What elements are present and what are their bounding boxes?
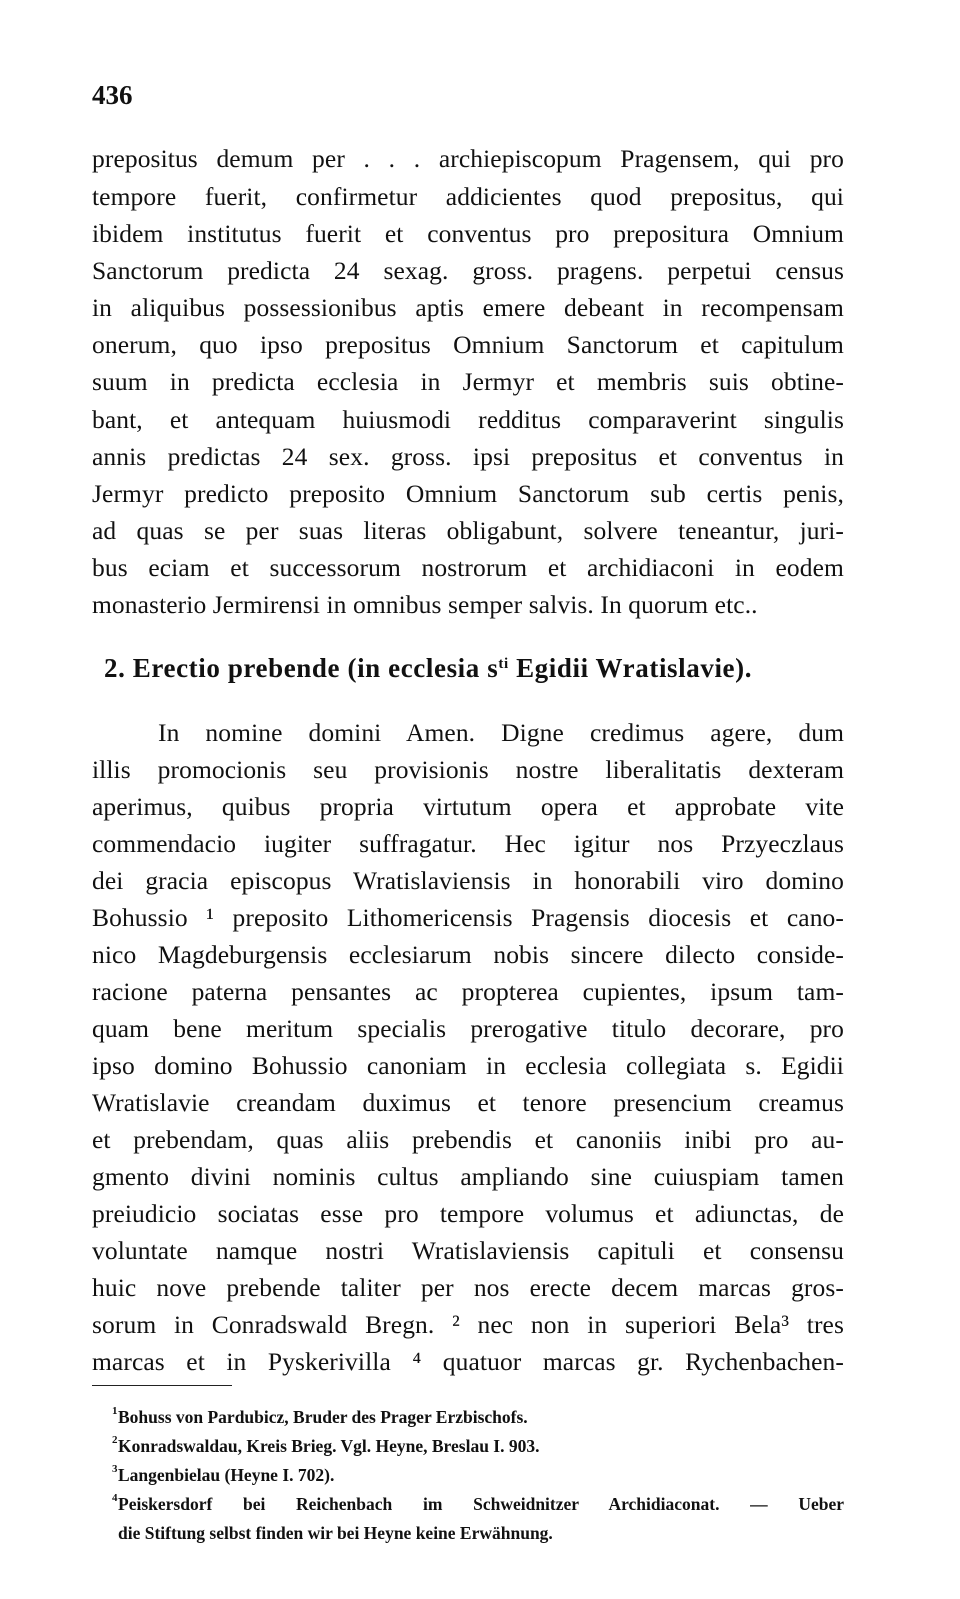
- footnote-number: 3: [112, 1463, 118, 1475]
- text-line: illis promocionis seu provisionis nostre liberalitatis dexteram: [92, 755, 844, 784]
- text-line: ipso domino Bohussio canoniam in ecclesia collegiata s. Egidii: [92, 1051, 844, 1080]
- text-line: in aliquibus possessionibus aptis emere debeant in recompensam: [92, 293, 844, 322]
- footnote-text: Langenbielau (Heyne I. 702).: [118, 1465, 335, 1485]
- footnote-text: Peiskersdorf bei Reichenbach im Schweidnitzer Archidiaconat. — Ueber: [118, 1494, 844, 1514]
- text-line: dei gracia episcopus Wratislaviensis in honorabili viro domino: [92, 866, 844, 895]
- footnote: [112, 1492, 844, 1515]
- text-line: et prebendam, quas aliis prebendis et canoniis inibi pro au-: [92, 1125, 844, 1154]
- text-line: monasterio Jermirensi in omnibus semper salvis. In quorum etc..: [92, 590, 758, 619]
- footnote-text: Bohuss von Pardubicz, Bruder des Prager Erzbischofs.: [118, 1407, 528, 1427]
- text-line: prepositus demum per . . . archiepiscopum Pragensem, qui pro: [92, 144, 844, 173]
- text-line: aperimus, quibus propria virtutum opera et approbate vite: [92, 792, 844, 821]
- text-line: suum in predicta ecclesia in Jermyr et membris suis obtine-: [92, 367, 844, 396]
- footnote-number: 4: [112, 1492, 118, 1504]
- text-line: commendacio iugiter suffragatur. Hec igitur nos Przyeczlaus: [92, 829, 844, 858]
- text-line: racione paterna pensantes ac propterea cupientes, ipsum tam-: [92, 977, 844, 1006]
- page-number: 436: [92, 80, 133, 110]
- footnote-text: Konradswaldau, Kreis Brieg. Vgl. Heyne, Breslau I. 903.: [118, 1436, 540, 1456]
- heading-superscript: ti: [498, 656, 509, 672]
- text-line: bant, et antequam huiusmodi redditus comparaverint singulis: [92, 405, 844, 434]
- text-line: nico Magdeburgensis ecclesiarum nobis sincere dilecto conside-: [92, 940, 844, 969]
- section-heading: [104, 653, 844, 684]
- text-line: In nomine domini Amen. Digne credimus agere, dum: [158, 718, 844, 747]
- text-line: preiudicio sociatas esse pro tempore volumus et adiunctas, de: [92, 1199, 844, 1228]
- text-line: ad quas se per suas literas obligabunt, solvere teneantur, juri-: [92, 516, 844, 545]
- text-line: voluntate namque nostri Wratislaviensis capituli et consensu: [92, 1236, 844, 1265]
- text-line: Jermyr predicto preposito Omnium Sanctorum sub certis penis,: [92, 479, 844, 508]
- text-line: marcas et in Pyskerivilla ⁴ quatuor marcas gr. Rychenbachen-: [92, 1347, 844, 1376]
- footnote: [112, 1434, 540, 1457]
- text-line: Bohussio ¹ preposito Lithomericensis Pragensis diocesis et cano-: [92, 903, 844, 932]
- footnote: [112, 1463, 335, 1486]
- text-line: gmento divini nominis cultus ampliando sine cuiuspiam tamen: [92, 1162, 844, 1191]
- text-line: quam bene meritum specialis prerogative titulo decorare, pro: [92, 1014, 844, 1043]
- text-line: bus eciam et successorum nostrorum et archidiaconi in eodem: [92, 553, 844, 582]
- text-line: annis predictas 24 sex. gross. ipsi prepositus et conventus in: [92, 442, 844, 471]
- text-line: Sanctorum predicta 24 sexag. gross. pragens. perpetui census: [92, 256, 844, 285]
- text-line: ibidem institutus fuerit et conventus pro prepositura Omnium: [92, 219, 844, 248]
- text-line: Wratislavie creandam duximus et tenore presencium creamus: [92, 1088, 844, 1117]
- footnote: [112, 1405, 528, 1428]
- footnote-number: 2: [112, 1434, 118, 1446]
- heading-text-end: Egidii Wratislavie).: [508, 653, 753, 683]
- heading-text: 2. Erectio prebende (in ecclesia s: [104, 653, 499, 683]
- text-line: tempore fuerit, confirmetur addicientes quod prepositus, qui: [92, 182, 844, 211]
- footnote-continuation: [118, 1523, 553, 1544]
- footnote-divider: [92, 1385, 232, 1386]
- footnote-text: die Stiftung selbst finden wir bei Heyne keine Erwähnung.: [118, 1523, 553, 1543]
- text-line: onerum, quo ipso prepositus Omnium Sanctorum et capitulum: [92, 330, 844, 359]
- text-line: sorum in Conradswald Bregn. ² nec non in superiori Bela³ tres: [92, 1310, 844, 1339]
- text-line: huic nove prebende taliter per nos erecte decem marcas gros-: [92, 1273, 844, 1302]
- footnote-number: 1: [112, 1405, 118, 1417]
